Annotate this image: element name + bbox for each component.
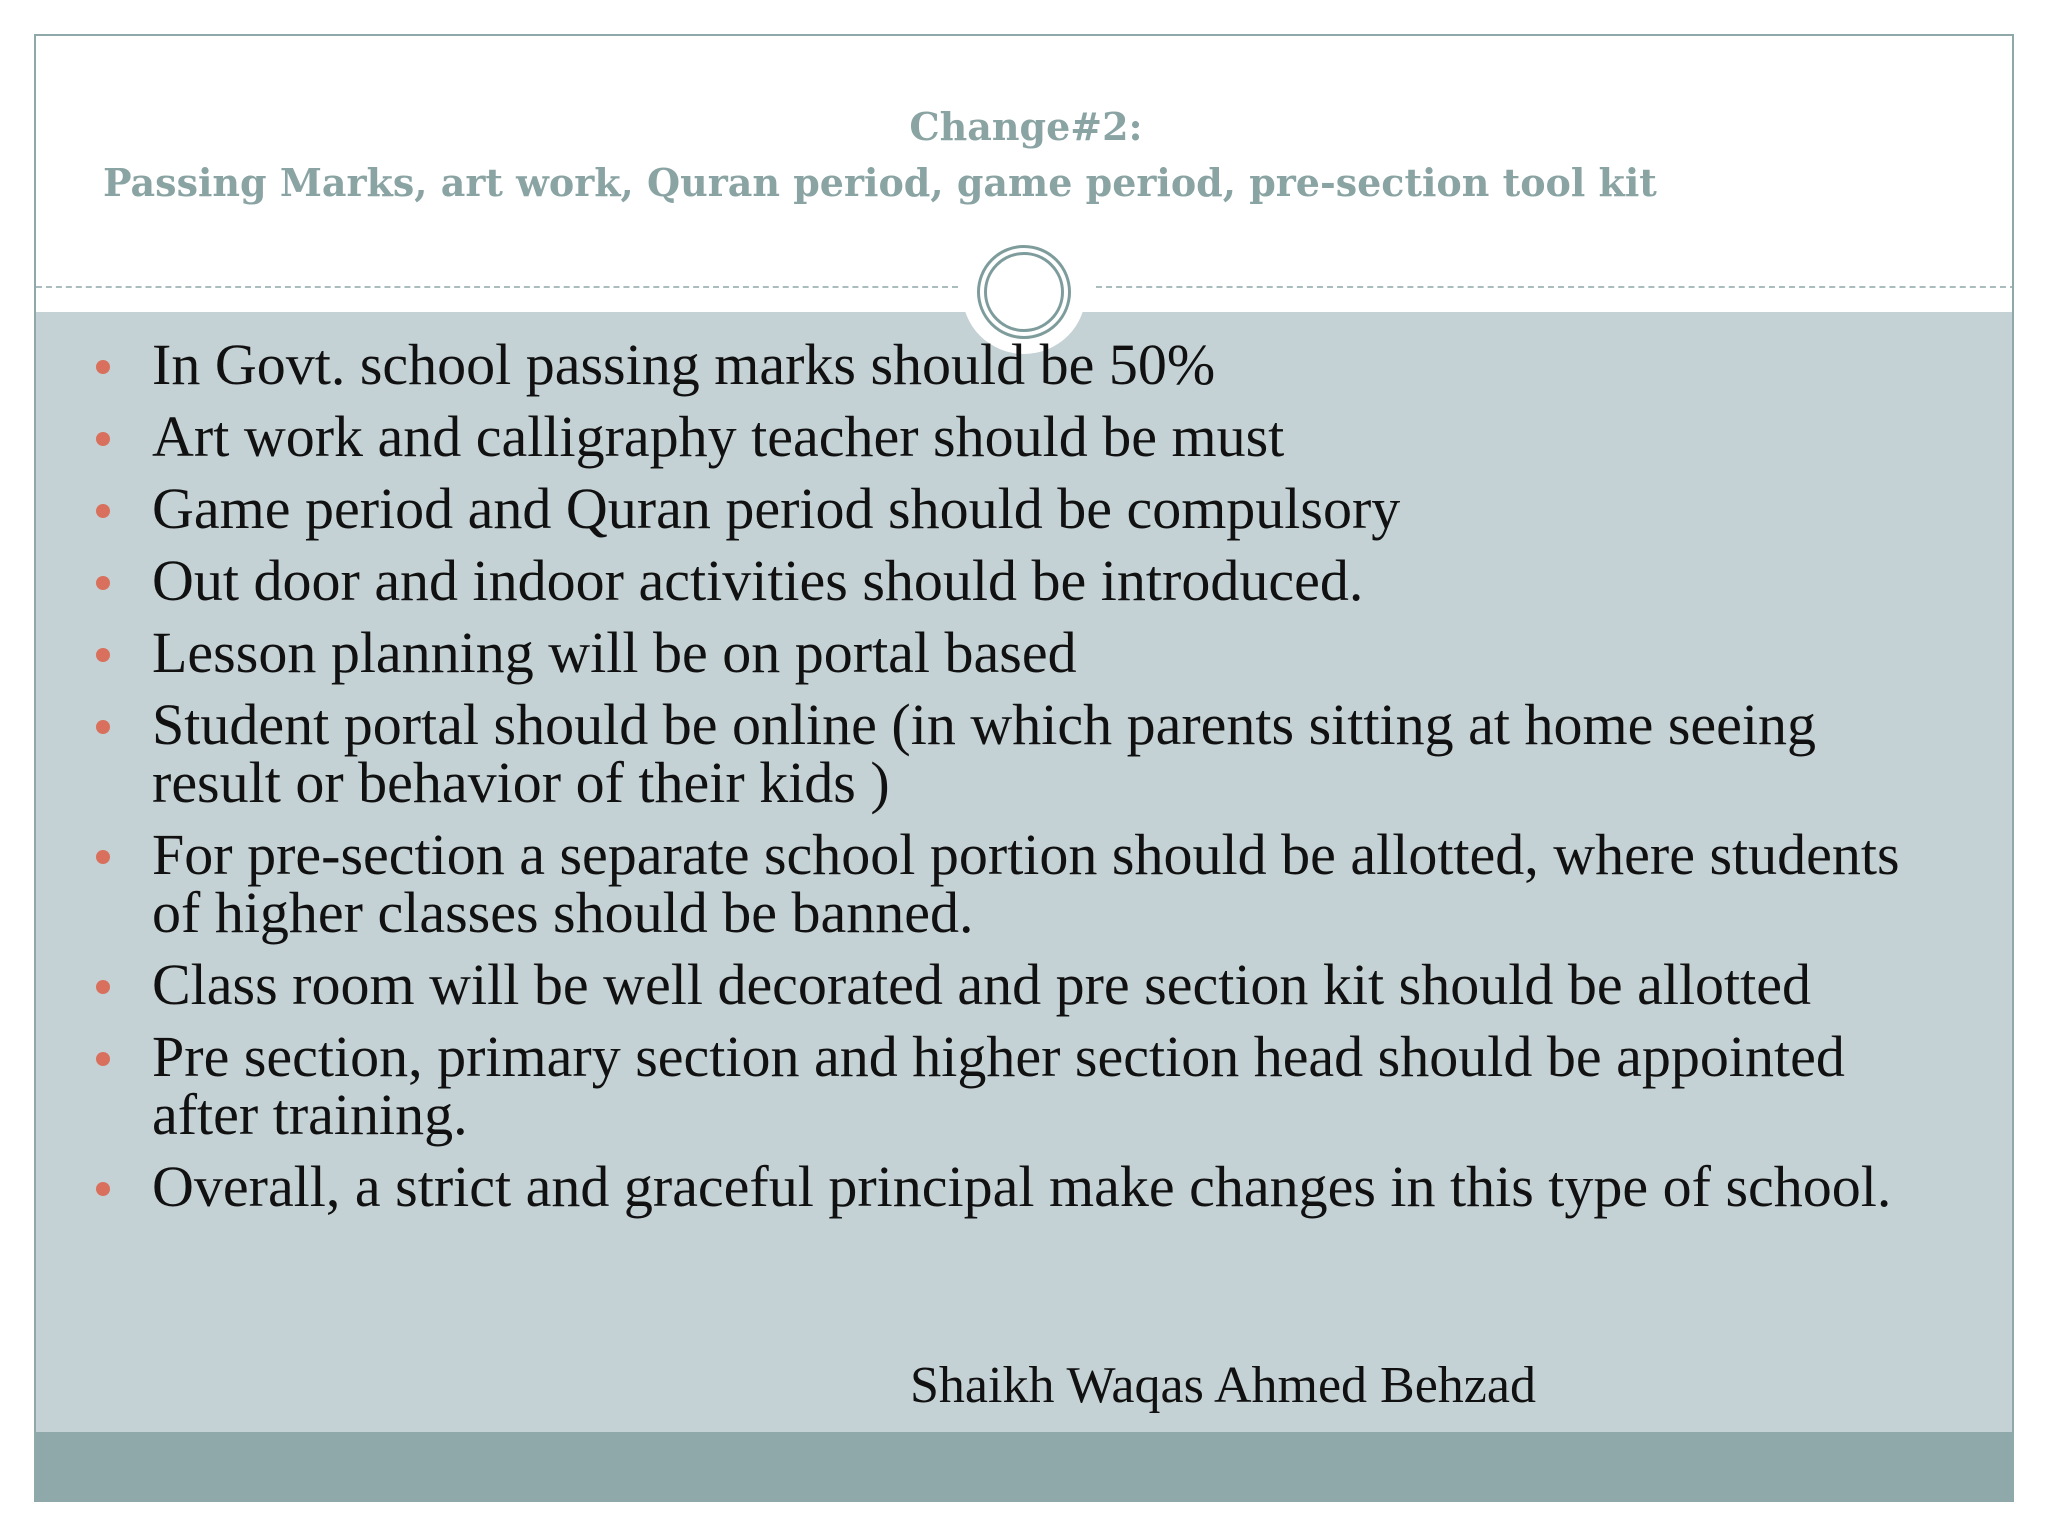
circle-ring-inner: [984, 252, 1064, 332]
bullet-dot-icon: [96, 720, 110, 734]
title-divider-right: [1096, 286, 2014, 288]
list-item: [36, 822, 2014, 945]
bullet-text: Lesson planning will be on portal based: [152, 620, 1077, 685]
title-divider-left: [36, 286, 958, 288]
bullet-text: Art work and calligraphy teacher should be must: [152, 404, 1285, 469]
slide: [34, 34, 2014, 1502]
bullet-text: Overall, a strict and graceful principal make changes in this type of school.: [152, 1154, 1892, 1219]
footer-bar: [36, 1432, 2012, 1502]
bullet-dot-icon: [96, 432, 110, 446]
bullet-dot-icon: [96, 504, 110, 518]
bullet-text: Out door and indoor activities should be introduced.: [152, 548, 1364, 613]
bullet-dot-icon: [96, 576, 110, 590]
bullet-dot-icon: [96, 1052, 110, 1066]
slide-title: Change#2:: [909, 104, 1143, 149]
list-item: [36, 404, 2014, 469]
list-item: [36, 1024, 2014, 1147]
bullet-dot-icon: [96, 850, 110, 864]
bullet-text: Pre section, primary section and higher section head should be appointed after training.: [152, 1024, 1845, 1147]
bullet-text: For pre-section a separate school portion should be allotted, where students of higher classes should be banned.: [152, 822, 1900, 945]
bullet-dot-icon: [96, 360, 110, 374]
list-item: [36, 952, 2014, 1017]
bullet-text: Game period and Quran period should be compulsory: [152, 476, 1401, 541]
list-item: [36, 692, 2014, 815]
bullet-list: [36, 332, 2014, 1230]
list-item: [36, 476, 2014, 541]
list-item: [36, 1154, 2014, 1219]
bullet-text: Student portal should be online (in which parents sitting at home seeing result or behavior of their kids ): [152, 692, 1816, 815]
author-name: Shaikh Waqas Ahmed Behzad: [910, 1357, 1536, 1414]
list-item: [36, 620, 2014, 685]
bullet-dot-icon: [96, 980, 110, 994]
bullet-text: Class room will be well decorated and pre section kit should be allotted: [152, 952, 1812, 1017]
list-item: [36, 548, 2014, 613]
bullet-text: In Govt. school passing marks should be 50%: [152, 332, 1216, 397]
bullet-dot-icon: [96, 648, 110, 662]
slide-subtitle: Passing Marks, art work, Quran period, game period, pre-section tool kit: [103, 160, 1657, 205]
list-item: [36, 332, 2014, 397]
bullet-dot-icon: [96, 1182, 110, 1196]
